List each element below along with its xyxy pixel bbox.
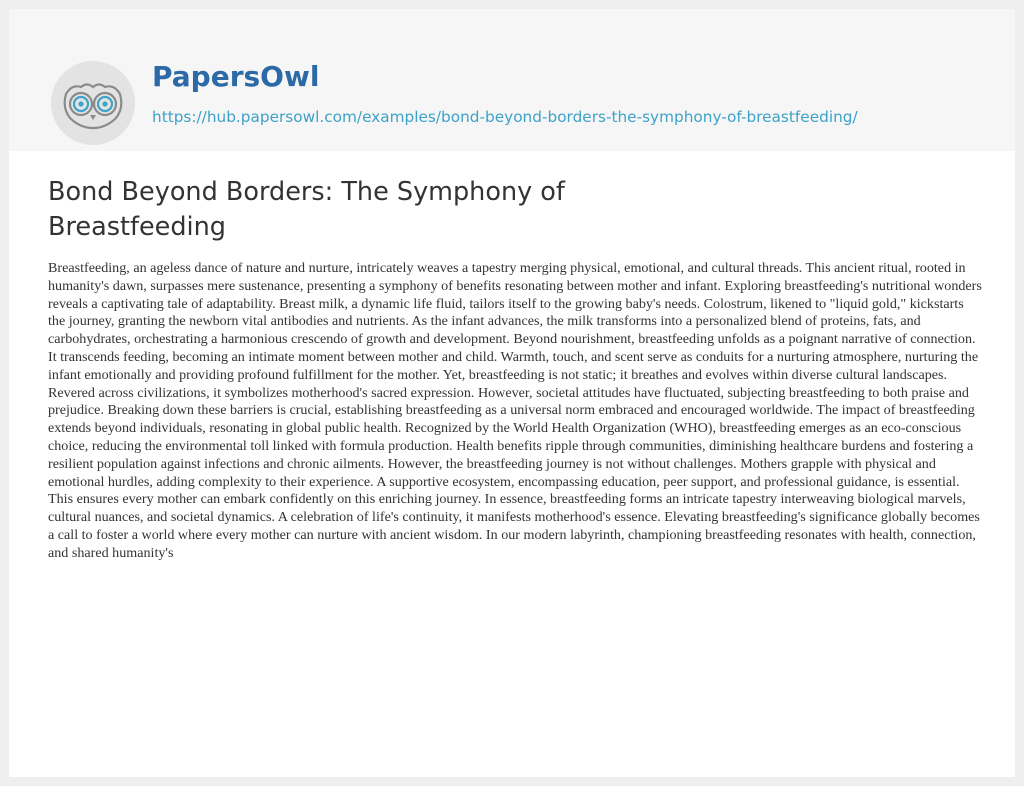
brand-name: PapersOwl <box>152 60 320 93</box>
site-header <box>9 9 1015 151</box>
owl-eyes-logo-icon <box>50 60 136 146</box>
source-url-link[interactable]: https://hub.papersowl.com/examples/bond-beyond-borders-the-symphony-of-breastfeeding/ <box>152 108 858 126</box>
document-body: Breastfeeding, an ageless dance of nature and nurture, intricately weaves a tapestry merging physical, emotional, and cultural threads. This ancient ritual, rooted in humanity's dawn, surpasses mere sustenance, presenting a symphony of benefits resonating between mother and infant. Exploring breastfeeding's nutritional wonders reveals a captivating tale of adaptability. Breast milk, a dynamic life fluid, tailors itself to the growing baby's needs. Colostrum, likened to "liquid gold," kickstarts the journey, granting the newborn vital antibodies and nutrients. As the infant advances, the milk transforms into a personalized blend of proteins, fats, and carbohydrates, orchestrating a harmonious crescendo of growth and development. Beyond nourishment, breastfeeding unfolds as a poignant narrative of connection. It transcends feeding, becoming an intimate moment between mother and child. Warmth, touch, and scent serve as conduits for a nurturing atmosphere, nurturing the infant emotionally and providing profound fulfillment for the mother. Yet, breastfeeding is not static; it breathes and evolves within diverse cultural landscapes. Revered across civilizations, it symbolizes motherhood's sacred expression. However, societal attitudes have fluctuated, subjecting breastfeeding to both praise and prejudice. Breaking down these barriers is crucial, establishing breastfeeding as a universal norm embraced and encouraged worldwide. The impact of breastfeeding extends beyond individuals, resonating in global public health. Recognized by the World Health Organization (WHO), breastfeeding emerges as an eco-conscious choice, reducing the environmental toll linked with formula production. Health benefits ripple through communities, diminishing healthcare burdens and fostering a resilient population against infections and chronic ailments. However, the breastfeeding journey is not without challenges. Mothers grapple with physical and emotional hurdles, adding complexity to their experience. A supportive ecosystem, encompassing education, peer support, and professional guidance, is essential. This ensures every mother can embark confidently on this enriching journey. In essence, breastfeeding forms an intricate tapestry interweaving biological marvels, cultural nuances, and societal dynamics. A celebration of life's continuity, it manifests motherhood's essence. Elevating breastfeeding's significance globally becomes a call to foster a world where every mother can nurture with ancient wisdom. In our modern labyrinth, championing breastfeeding resonates with health, connection, and shared humanity's <box>48 260 982 561</box>
document-title: Bond Beyond Borders: The Symphony of Breastfeeding <box>48 177 565 242</box>
document-page <box>9 9 1015 777</box>
